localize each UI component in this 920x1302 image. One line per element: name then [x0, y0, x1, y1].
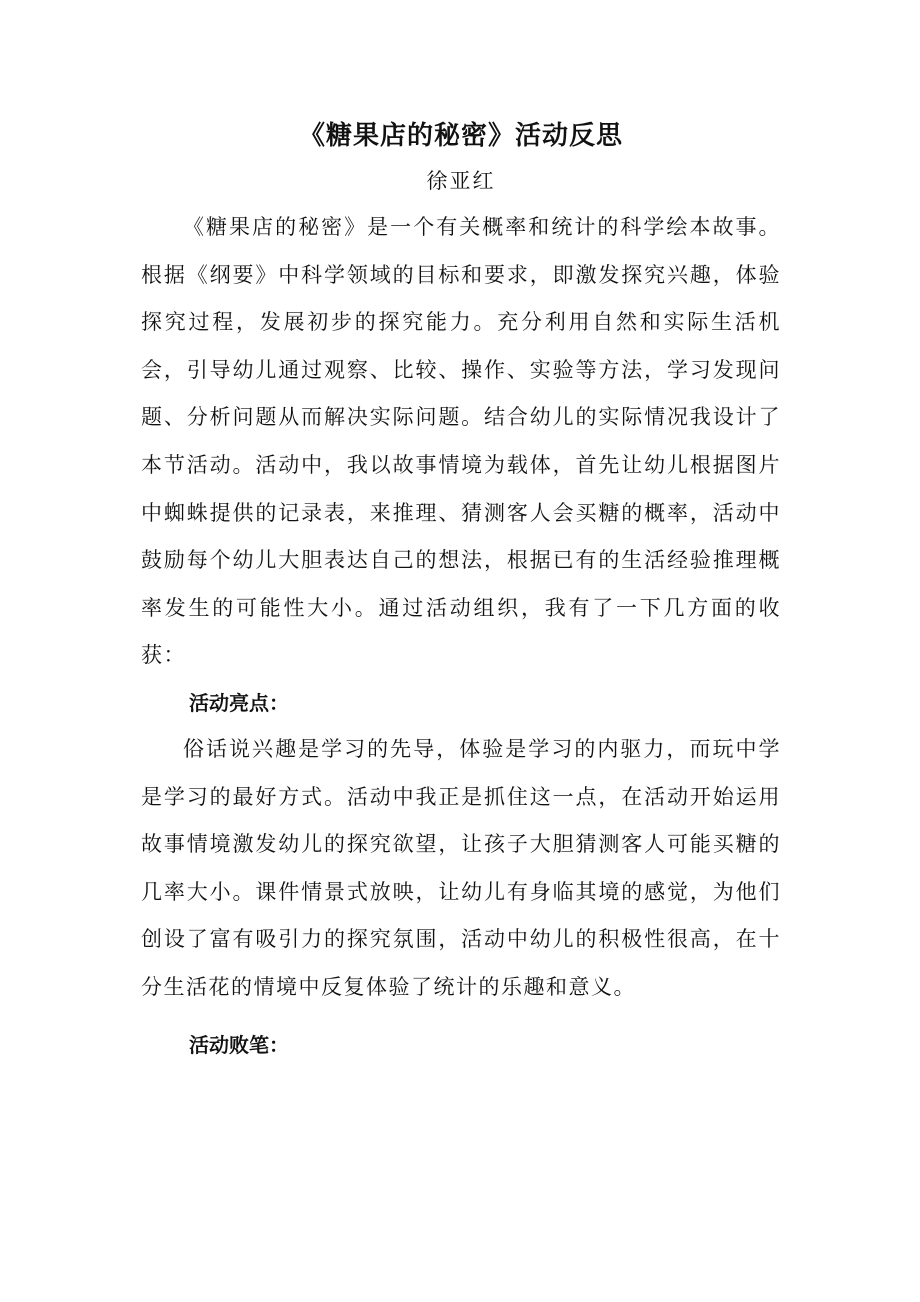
- document-author: 徐亚红: [426, 169, 496, 193]
- section-heading-shortcomings: 活动败笔：: [189, 1032, 289, 1057]
- document-title: 《糖果店的秘密》活动反思: [298, 121, 623, 151]
- document-page: [141, 110, 781, 1068]
- intro-paragraph: 《糖果店的秘密》是一个有关概率和统计的科学绘本故事。根据《纲要》中科学领域的目标和要求，即激发探究兴趣，体验探究过程，发展初步的探究能力。充分利用自然和实际生活机会，引导幼儿通过观察、比较、操作、实验等方法，学习发现问题、分析问题从而解决实际问题。结合幼儿的实际情况我设计了本节活动。活动中，我以故事情境为载体，首先让幼儿根据图片中蜘蛛提供的记录表，来推理、猜测客人会买糖的概率，活动中鼓励每个幼儿大胆表达自己的想法，根据已有的生活经验推理概率发生的可能性大小。通过活动组织，我有了一下几方面的收获：: [141, 215, 781, 668]
- section-heading-highlights: 活动亮点：: [189, 690, 289, 715]
- highlights-paragraph: 俗话说兴趣是学习的先导，体验是学习的内驱力，而玩中学是学习的最好方式。活动中我正是抓住这一点，在活动开始运用故事情境激发幼儿的探究欲望，让孩子大胆猜测客人可能买糖的几率大小。课件情景式放映，让幼儿有身临其境的感觉，为他们创设了富有吸引力的探究氛围，活动中幼儿的积极性很高，在十分生活花的情境中反复体验了统计的乐趣和意义。: [141, 736, 781, 999]
